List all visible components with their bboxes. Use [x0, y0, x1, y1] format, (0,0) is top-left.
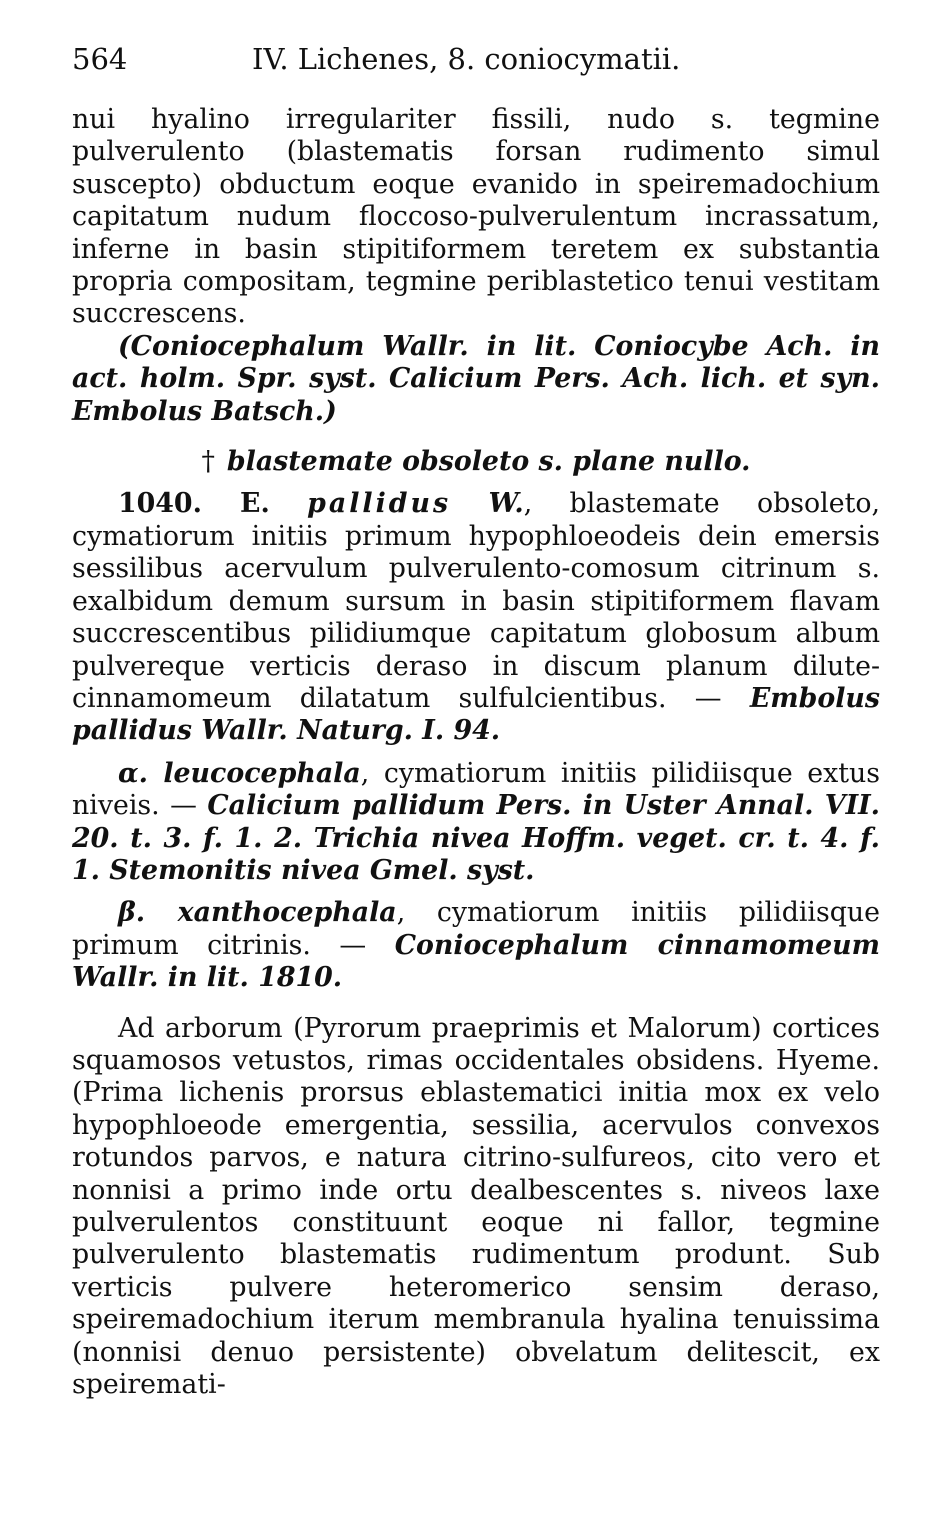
- entry-reference: Embolus pallidus Wallr. Naturg. I. 94.: [72, 682, 880, 747]
- variety-alpha-label: α. leucocephala: [118, 757, 361, 789]
- variety-beta-text: , cymatiorum initiis pilidiisque primum citrinis. —: [72, 897, 881, 961]
- variety-alpha: [72, 758, 880, 888]
- species-entry: [72, 488, 880, 747]
- variety-alpha-text: , cymatiorum initiis pilidiisque extus niveis. —: [72, 757, 881, 822]
- page-header: [72, 42, 872, 82]
- paragraph-description: nui hyalino irregulariter fissili, nudo s. tegmine pulverulento (blastematis forsan rudimento simul suscepto) obductum eoque evanido in speiremadochium capitatum nudum floccoso-pulverulentum incrassatum, inferne in basin stipitiformem teretem ex substantia propria compositam, tegmine periblastetico tenui vestitam succrescens.: [72, 104, 880, 330]
- species-author: W.: [488, 488, 524, 520]
- paragraph-synonyms: (Coniocephalum Wallr. in lit. Coniocybe Ach. in act. holm. Spr. syst. Calicium Pers. Ach. lich. et syn. Embolus Batsch.): [72, 330, 880, 427]
- variety-alpha-reference: Calicium pallidum Pers. in Uster Annal. VII. 20. t. 3. f. 1. 2. Trichia nivea Hoffm. veget. cr. t. 4. f. 1. Stemonitis nivea Gmel. syst.: [72, 790, 880, 886]
- variety-beta-label: β. xanthocephala: [118, 897, 397, 929]
- page-body: [72, 104, 880, 1401]
- species-name: pallidus: [307, 488, 452, 520]
- entry-description: , blastemate obsoleto, cymatiorum initiis primum hypophloeodeis dein emersis sessilibus acervulum pulverulento-comosum citrinum s. exalbidum demum sursum in basin stipitiformem flavam succrescentibus pilidiumque capitatum globosum album pulvereque verticis deraso in discum planum dilute-cinnamomeum dilatatum sulfulcientibus. —: [72, 488, 880, 714]
- paragraph-habitat: Ad arborum (Pyrorum praeprimis et Malorum) cortices squamosos vetustos, rimas occidentales obsidens. Hyeme. (Prima lichenis prorsus eblastematici initia mox ex velo hypophloeode emergentia, sessilia, acervulos convexos rotundos parvos, e natura citrino-sulfureos, cito vero et nonnisi a primo inde ortu dealbescentes s. niveos laxe pulverulentos constituunt eoque ni fallor, tegmine pulverulento blastematis rudimentum produnt. Sub verticis pulvere heteromerico sensim deraso, speiremadochium iterum membranula hyalina tenuissima (nonnisi denuo persistente) obvelatum delitescit, ex speiremati-: [72, 1012, 880, 1401]
- running-title: IV. Lichenes, 8. coniocymatii.: [252, 42, 681, 76]
- variety-beta: [72, 897, 880, 994]
- section-heading: [72, 446, 880, 478]
- dagger-symbol: †: [201, 446, 215, 478]
- page-number: 564: [72, 42, 128, 76]
- variety-beta-reference: Coniocephalum cinnamomeum Wallr. in lit. 1810.: [72, 929, 880, 994]
- entry-number: 1040. E.: [118, 488, 270, 520]
- section-heading-text: blastemate obsoleto s. plane nullo.: [226, 446, 751, 478]
